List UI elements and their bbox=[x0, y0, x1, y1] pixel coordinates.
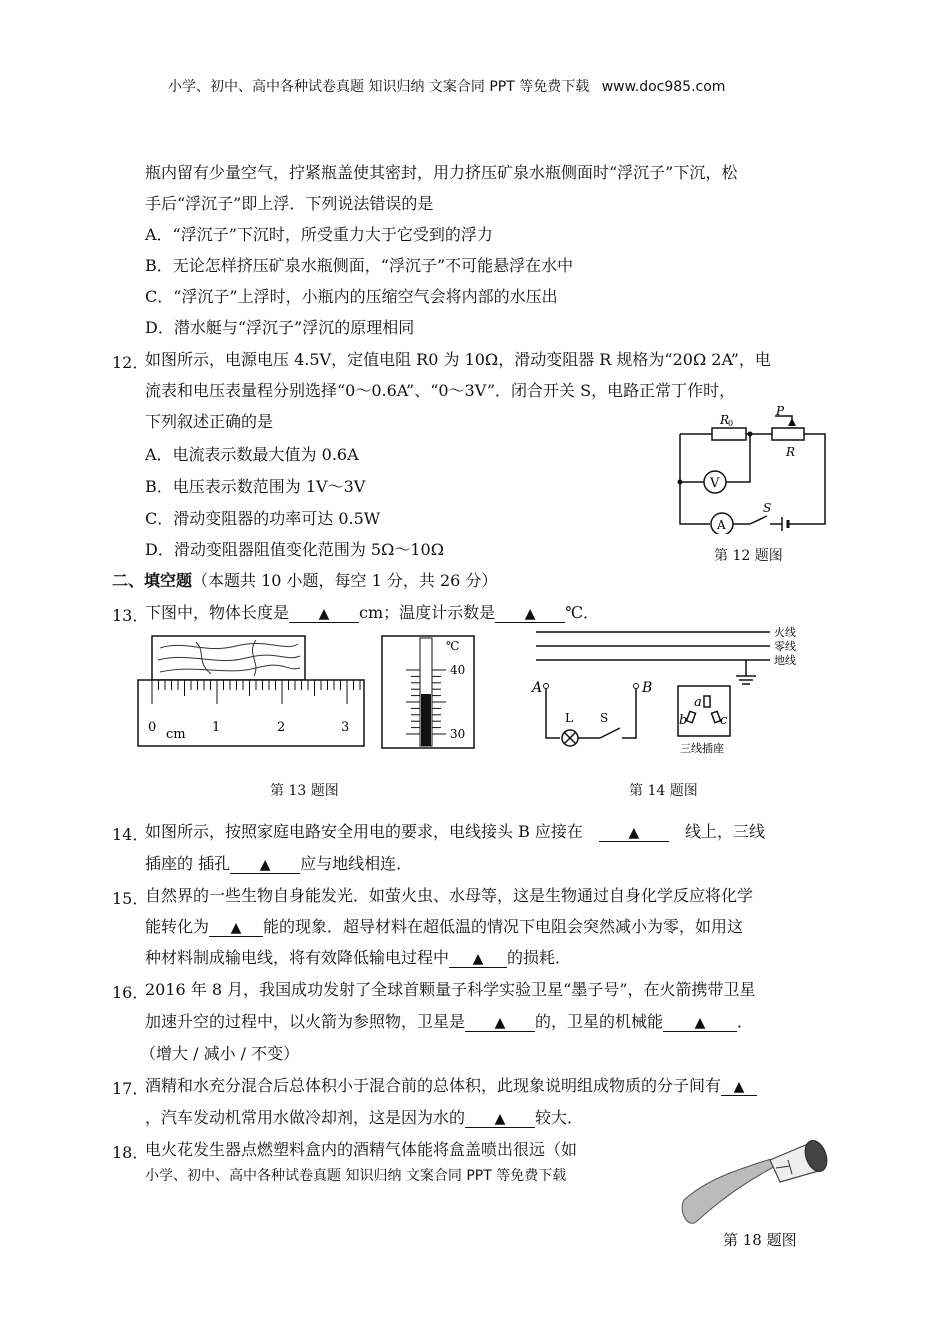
q13-blank-temperature[interactable]: ▲ bbox=[495, 606, 565, 623]
q16-line2-mid: 的，卫星的机械能 bbox=[535, 1012, 664, 1031]
page-header bbox=[168, 76, 725, 96]
q16-line2 bbox=[145, 1012, 753, 1032]
q17-line1 bbox=[145, 1076, 757, 1096]
q14-blank-wire[interactable]: ▲ bbox=[599, 825, 669, 842]
v-label: V bbox=[710, 476, 720, 491]
r0-resistor bbox=[712, 428, 746, 440]
socket-hole-a: a bbox=[694, 695, 702, 710]
q18-figure-caption: 第 18 题图 bbox=[723, 1231, 797, 1249]
q14-circuit-diagram bbox=[530, 624, 840, 764]
q14-line1-tail: 线上，三线 bbox=[684, 822, 765, 841]
neutral-wire-label: 零线 bbox=[774, 640, 796, 653]
q11-intro-line2: 手后“浮沉子”即上浮．下列说法错误的是 bbox=[145, 194, 434, 213]
ruler-tick-1: 1 bbox=[212, 720, 221, 735]
lamp-label: L bbox=[565, 711, 573, 725]
q15-line3 bbox=[145, 948, 571, 968]
mercury-column bbox=[421, 694, 431, 746]
ruler-unit: cm bbox=[166, 727, 186, 742]
r0-subscript: 0 bbox=[728, 419, 734, 428]
q13-ruler-diagram bbox=[136, 632, 368, 750]
q15-line2 bbox=[145, 917, 743, 937]
q12-option-c: C．滑动变阻器的功率可达 0.5W bbox=[145, 509, 381, 528]
q14-line1 bbox=[145, 822, 765, 842]
q13-figure-caption: 第 13 题图 bbox=[270, 783, 339, 799]
q13-text-2: cm；温度计示数是 bbox=[359, 603, 496, 622]
q11-option-b: B．无论怎样挤压矿泉水瓶侧面，“浮沉子”不可能悬浮在水中 bbox=[145, 256, 574, 275]
s-label: S bbox=[763, 501, 772, 515]
q14-line2-text: 插座的 插孔 bbox=[145, 854, 231, 873]
q15-number: 15． bbox=[112, 889, 149, 908]
socket-hole-b: b bbox=[679, 713, 688, 728]
socket-hole-c: c bbox=[720, 713, 728, 728]
r0-label: R bbox=[720, 413, 730, 427]
q11-option-c: C．“浮沉子”上浮时，小瓶内的压缩空气会将内部的水压出 bbox=[145, 287, 558, 306]
header-url: www.doc985.com bbox=[601, 79, 726, 95]
q13-number: 13． bbox=[112, 606, 149, 625]
q14-line2-tail: 应与地线相连． bbox=[300, 854, 413, 873]
q18-number: 18． bbox=[112, 1143, 149, 1162]
generator-handle bbox=[682, 1160, 774, 1224]
r-rheostat bbox=[772, 428, 804, 440]
q17-line2-text: ，汽车发动机常用水做冷却剂，这是因为水的 bbox=[145, 1108, 466, 1127]
joint-a-label: A bbox=[532, 680, 543, 696]
switch-s bbox=[750, 516, 767, 524]
q14-figure-caption: 第 14 题图 bbox=[629, 783, 698, 799]
q11-intro-line1: 瓶内留有少量空气，拧紧瓶盖使其密封，用力挤压矿泉水瓶侧面时“浮沉子”下沉，松 bbox=[145, 163, 738, 182]
q15-blank-loss[interactable]: ▲ bbox=[449, 951, 507, 968]
q17-line1-text: 酒精和水充分混合后总体积小于混合前的总体积，此现象说明组成物质的分子间有 bbox=[145, 1076, 722, 1095]
socket-caption: 三线插座 bbox=[680, 742, 724, 755]
q12-line3: 下列叙述正确的是 bbox=[145, 412, 274, 431]
switch-label: S bbox=[600, 711, 609, 725]
switch-s bbox=[600, 728, 620, 738]
q13-thermometer-diagram bbox=[380, 632, 480, 750]
q17-blank-property[interactable]: ▲ bbox=[465, 1111, 535, 1128]
earth-wire-label: 地线 bbox=[774, 654, 796, 667]
q15-line3-tail: 的损耗． bbox=[507, 948, 572, 967]
q16-number: 16． bbox=[112, 983, 149, 1002]
q14-blank-hole[interactable]: ▲ bbox=[230, 857, 300, 874]
q12-line2: 流表和电压表量程分别选择“0～0.6A”、“0～3V”．闭合开关 S，电路正常丁作时， bbox=[145, 381, 736, 400]
q16-blank-energy[interactable]: ▲ bbox=[663, 1015, 737, 1032]
r-label: R bbox=[786, 445, 796, 459]
q12-circuit-diagram bbox=[670, 404, 840, 534]
q17-line2-tail: 较大． bbox=[535, 1108, 584, 1127]
header-text: 小学、初中、高中各种试卷真题 知识归纳 文案合同 PPT 等免费下载 bbox=[168, 79, 590, 95]
q12-line1: 如图所示，电源电压 4.5V，定值电阻 R0 为 10Ω，滑动变阻器 R 规格为“20Ω 2A”，电 bbox=[145, 350, 771, 369]
q14-number: 14． bbox=[112, 825, 149, 844]
q16-line3: （增大 / 减小 / 不变） bbox=[140, 1044, 300, 1063]
q15-line3-text: 种材料制成输电线，将有效降低输电过程中 bbox=[145, 948, 450, 967]
section-2-title: 二、填空题 bbox=[112, 571, 193, 590]
q17-number: 17． bbox=[112, 1079, 149, 1098]
thermo-unit: ℃ bbox=[446, 639, 460, 653]
q18-line1: 电火花发生器点燃塑料盒内的酒精气体能将盒盖喷出很远（如 bbox=[145, 1140, 578, 1159]
q16-blank-motion[interactable]: ▲ bbox=[465, 1015, 535, 1032]
joint-b-label: B bbox=[642, 680, 653, 696]
q16-line2-tail: ． bbox=[737, 1012, 754, 1031]
thermo-tick-40: 40 bbox=[450, 663, 466, 677]
q11-option-a: A．“浮沉子”下沉时，所受重力大于它受到的浮力 bbox=[145, 225, 493, 244]
q13-blank-length[interactable]: ▲ bbox=[289, 606, 359, 623]
q11-option-d: D．潜水艇与“浮沉子”浮沉的原理相同 bbox=[145, 318, 415, 337]
ruler-tick-2: 2 bbox=[277, 720, 286, 735]
p-label: P bbox=[776, 404, 785, 418]
thermo-tick-30: 30 bbox=[450, 727, 466, 741]
page-footer: 小学、初中、高中各种试卷真题 知识归纳 文案合同 PPT 等免费下载 bbox=[145, 1168, 567, 1184]
q15-line2-tail: 能的现象．超导材料在超低温的情况下电阻会突然减小为零，如用这 bbox=[263, 917, 744, 936]
q15-blank-energy[interactable]: ▲ bbox=[209, 920, 263, 937]
q12-option-b: B．电压表示数范围为 1V～3V bbox=[145, 477, 366, 496]
q15-line2-text: 能转化为 bbox=[145, 917, 210, 936]
q13-text-3: ℃． bbox=[565, 603, 600, 622]
q17-blank-gap[interactable]: ▲ bbox=[721, 1079, 757, 1096]
q12-option-a: A．电流表示数最大值为 0.6A bbox=[145, 445, 359, 464]
q14-line1-text: 如图所示，按照家庭电路安全用电的要求，电线接头 B 应接在 bbox=[145, 822, 583, 841]
q12-option-d: D．滑动变阻器阻值变化范围为 5Ω～10Ω bbox=[145, 540, 444, 559]
ruler-tick-0: 0 bbox=[148, 720, 157, 735]
q18-spark-generator-figure bbox=[676, 1130, 844, 1226]
q17-line2 bbox=[145, 1108, 583, 1128]
q16-line1: 2016 年 8 月，我国成功发射了全球首颗量子科学实验卫星“墨子号”，在火箭携带卫星 bbox=[145, 980, 756, 999]
q12-number: 12． bbox=[112, 353, 149, 372]
q13-text-1: 下图中，物体长度是 bbox=[145, 603, 290, 622]
q14-line2 bbox=[145, 854, 412, 874]
q13-text bbox=[145, 603, 599, 623]
q12-figure-caption: 第 12 题图 bbox=[714, 548, 783, 564]
section-2-note: （本题共 10 小题，每空 1 分，共 26 分） bbox=[192, 571, 498, 590]
section-2-heading bbox=[112, 571, 497, 591]
a-label: A bbox=[717, 518, 726, 532]
ruler-tick-3: 3 bbox=[341, 720, 350, 735]
live-wire-label: 火线 bbox=[774, 626, 796, 639]
three-pin-socket bbox=[678, 686, 730, 736]
q15-line1: 自然界的一些生物自身能发光．如萤火虫、水母等，这是生物通过自身化学反应将化学 bbox=[145, 886, 754, 905]
q16-line2-text: 加速升空的过程中，以火箭为参照物，卫星是 bbox=[145, 1012, 466, 1031]
